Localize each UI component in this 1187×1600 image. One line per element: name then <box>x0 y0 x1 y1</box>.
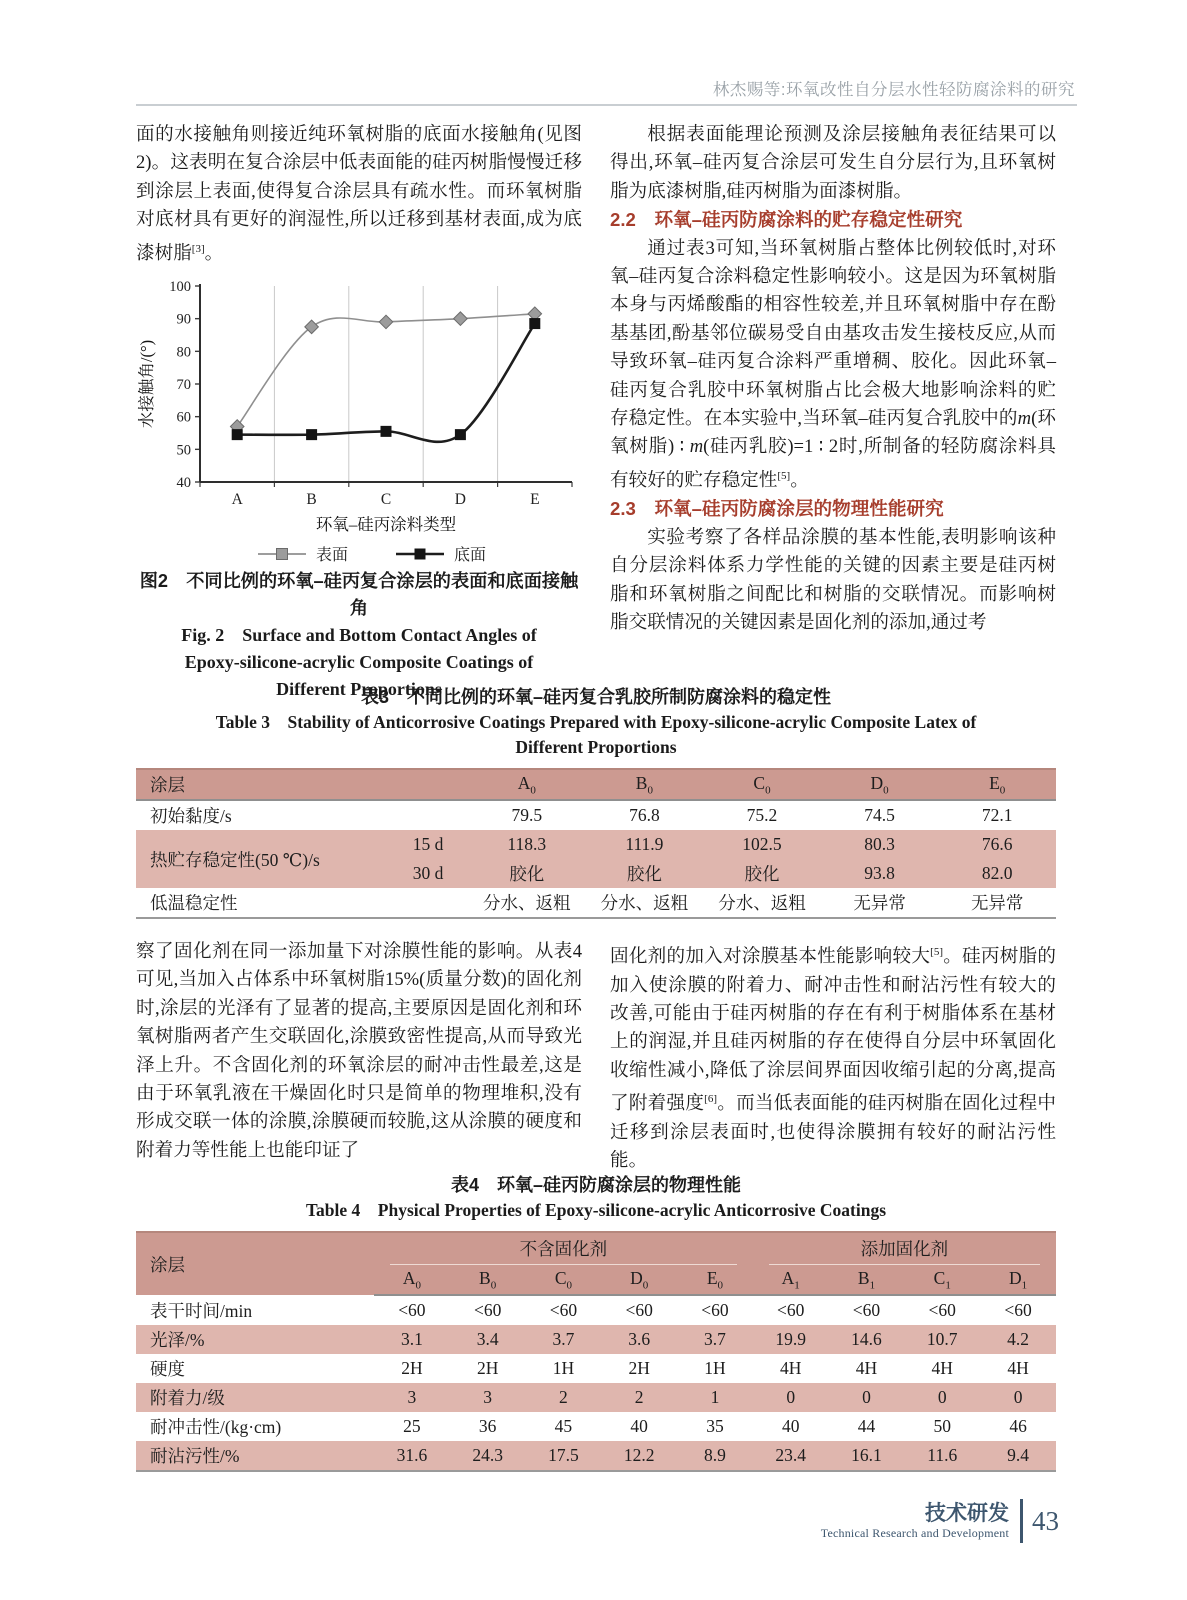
table-cell: 75.2 <box>746 805 778 825</box>
data-point-square <box>529 318 540 329</box>
table-cell: 0 <box>980 1383 1056 1412</box>
table-cell: 50 <box>933 1416 951 1436</box>
table-cell: 45 <box>554 1416 573 1436</box>
left-column <box>136 121 582 703</box>
right-column <box>610 121 1056 703</box>
table-cell: 17.5 <box>526 1441 602 1471</box>
footer-divider <box>1020 1499 1023 1543</box>
table-cell: 76.6 <box>938 830 1056 859</box>
table-cell: 93.8 <box>821 859 939 888</box>
y-tick-label: 100 <box>169 279 191 296</box>
x-axis-title: 环氧–硅丙涂料类型 <box>315 515 457 535</box>
table-cell: 76.8 <box>629 805 660 825</box>
column-subscript: 0 <box>717 1279 724 1292</box>
table-cell: 初始黏度/s <box>150 806 232 826</box>
table-cell: 46 <box>1009 1416 1027 1436</box>
column-header <box>753 1232 1056 1265</box>
page-number: 43 <box>1032 1505 1059 1536</box>
paragraph <box>136 938 582 1165</box>
table-cell: 79.5 <box>511 805 543 825</box>
table-row <box>136 1232 1056 1265</box>
footer-section <box>821 1502 1009 1541</box>
x-category-label: E <box>530 491 540 509</box>
legend-marker <box>277 549 288 560</box>
left-column <box>136 938 582 1176</box>
table4-block <box>136 1172 1056 1472</box>
column-header <box>980 1265 1056 1295</box>
table-cell: <60 <box>549 1300 578 1320</box>
column-group-label: 添加固化剂 <box>769 1236 1040 1265</box>
y-axis-title: 水接触角/(°) <box>137 340 156 429</box>
figure-caption-zh: 图2 不同比例的环氧–硅丙复合涂层的表面和底面接触角 <box>139 571 579 619</box>
data-point-square <box>306 429 317 440</box>
table-cell: 4H <box>780 1358 802 1378</box>
column-header <box>374 1265 450 1295</box>
column-letter: B <box>857 1267 870 1288</box>
table4-caption-en: Table 4 Physical Properties of Epoxy-silicone-acrylic Anticorrosive Coatings <box>305 1200 887 1220</box>
table-cell: <60 <box>625 1300 653 1320</box>
table-cell: <60 <box>398 1300 426 1320</box>
column-header: 涂层 <box>136 769 468 800</box>
column-subscript: 0 <box>490 1279 497 1292</box>
data-point-diamond <box>454 312 468 326</box>
table-cell: 12.2 <box>601 1441 677 1471</box>
table3-caption-zh: 表3 不同比例的环氧–硅丙复合乳胶所制防腐涂料的稳定性 <box>360 687 832 707</box>
table-cell: <60 <box>473 1300 502 1320</box>
table-cell: 35 <box>706 1416 724 1436</box>
table-cell: 4.2 <box>980 1325 1056 1354</box>
table-cell: <60 <box>852 1300 881 1320</box>
table-row <box>136 1325 1056 1354</box>
table-cell: 胶化 <box>586 859 704 888</box>
y-tick-label: 40 <box>176 475 191 492</box>
x-category-label: C <box>380 491 392 509</box>
column-subscript: 0 <box>765 784 771 797</box>
y-tick-label: 50 <box>176 442 191 459</box>
data-point-square <box>381 426 392 437</box>
reference-superscript: [3] <box>191 242 205 255</box>
running-head: 林杰赐等:环氧改性自分层水性轻防腐涂料的研究 <box>712 81 1075 99</box>
column-header: 涂层 <box>136 1232 374 1295</box>
data-point-square <box>455 429 466 440</box>
column-subscript: 0 <box>883 784 889 797</box>
section-heading-2-2: 2.2 环氧–硅丙防腐涂料的贮存稳定性研究 <box>610 209 963 231</box>
table-cell: 2H <box>476 1358 499 1378</box>
text-segment: 通过表3可知,当环氧树脂占整体比例较低时,对环氧–硅丙复合涂料稳定性影响较小。这是因为环氧树脂本身与丙烯酸酯的相容性较差,并且环氧树脂中存在酚基基团,酚基邻位碳易受自由基攻击发生接枝反应,从而导致环氧–硅丙复合涂料严重增稠、胶化。因此环氧–硅丙复合乳胶中环氧树脂占比会极大地影响涂料的贮存稳定性。在本实验中,当环氧–硅丙复合乳胶中的 <box>610 237 1056 430</box>
table-cell: 102.5 <box>703 830 821 859</box>
table-cell: 分水、返粗 <box>703 888 821 918</box>
column-letter: E <box>706 1267 718 1288</box>
column-letter: C <box>554 1267 567 1288</box>
paragraph <box>610 121 1056 206</box>
series-line-底面 <box>237 324 535 442</box>
table-row <box>136 800 1056 830</box>
column-header <box>703 769 821 800</box>
table-cell: 80.3 <box>821 830 939 859</box>
legend-label: 底面 <box>454 547 487 565</box>
table-cell: 表干时间/min <box>150 1300 253 1321</box>
paragraph <box>610 524 1056 638</box>
table-cell: 硬度 <box>150 1359 185 1379</box>
right-column <box>610 938 1056 1176</box>
column-letter: B <box>635 772 648 793</box>
column-header <box>526 1265 602 1295</box>
table-cell: 44 <box>857 1416 876 1436</box>
column-header <box>829 1265 905 1295</box>
table-cell: <60 <box>1004 1300 1032 1320</box>
column-header <box>938 769 1056 800</box>
text-segment: 。硅丙树脂的加入使涂膜的附着力、耐冲击性和耐沾污性有较大的改善,可能由于硅丙树脂的存在有利于树脂体系在基材上的润湿,并且硅丙树脂的存在使得自分层中环氧固化收缩性减小,降低了涂层间界面因收缩引起的分离,提高了附着强度 <box>610 946 1056 1115</box>
table-cell: 3 <box>374 1383 450 1412</box>
paragraph <box>610 938 1056 1176</box>
table-cell: 19.9 <box>753 1325 829 1354</box>
mid-section <box>136 938 1056 1176</box>
table-cell: 3.4 <box>450 1325 526 1354</box>
table-cell: 3 <box>450 1383 526 1412</box>
paragraph <box>610 235 1056 496</box>
table-cell: 2 <box>601 1383 677 1412</box>
table3-caption-en: Table 3 Stability of Anticorrosive Coatings Prepared with Epoxy-silicone-acrylic Composite Latex of Different Proportions <box>215 712 977 757</box>
table-cell: 3.6 <box>601 1325 677 1354</box>
table4-caption-zh: 表4 环氧–硅丙防腐涂层的物理性能 <box>450 1175 742 1195</box>
legend-label: 表面 <box>316 547 349 565</box>
table-cell: 4H <box>855 1358 878 1378</box>
x-category-label: A <box>231 491 243 509</box>
text-segment: 实验考察了各样品涂膜的基本性能,表明影响该种自分层涂料体系力学性能的关键的因素主要是硅丙树脂和环氧树脂之间配比和树脂的交联情况。而影响树脂交联情况的关键因素是固化剂的添加,通过考 <box>610 526 1056 634</box>
figure-caption-en-2: Epoxy-silicone-acrylic Composite Coatings of <box>184 652 534 673</box>
table-cell: 耐沾污性/% <box>136 1441 374 1471</box>
table-cell: 1 <box>677 1383 753 1412</box>
footer-section-en: Technical Research and Development <box>820 1525 1009 1540</box>
table-cell: 25 <box>403 1416 421 1436</box>
column-header <box>821 769 939 800</box>
x-category-label: D <box>454 491 467 509</box>
column-subscript: 1 <box>1021 1279 1028 1292</box>
column-letter: D <box>870 772 884 793</box>
table-row <box>136 1412 1056 1441</box>
table-cell: 1H <box>704 1358 726 1378</box>
column-header <box>904 1265 980 1295</box>
table3 <box>136 768 1056 919</box>
column-letter: A <box>517 772 531 793</box>
x-category-label: B <box>306 491 317 509</box>
table-cell: 3.7 <box>677 1325 753 1354</box>
column-header <box>753 1265 829 1295</box>
table-cell: 0 <box>753 1383 829 1412</box>
text-segment: 固化剂的加入对涂膜基本性能影响较大 <box>610 946 931 968</box>
table-cell: 72.1 <box>981 805 1013 825</box>
table-cell: 0 <box>904 1383 980 1412</box>
reference-superscript: [5] <box>930 946 943 958</box>
line-chart-svg <box>136 278 582 564</box>
column-header <box>468 769 586 800</box>
table-cell: 82.0 <box>938 859 1056 888</box>
table-cell: 74.5 <box>864 805 895 825</box>
table-cell: 热贮存稳定性(50 ℃)/s <box>136 830 388 888</box>
top-section <box>136 121 1056 703</box>
column-header <box>601 1265 677 1295</box>
text-segment: 。 <box>204 242 224 264</box>
table-cell: 24.3 <box>450 1441 526 1471</box>
column-header <box>450 1265 526 1295</box>
y-tick-label: 80 <box>176 344 191 361</box>
table-cell: 0 <box>829 1383 905 1412</box>
table-cell: 14.6 <box>829 1325 905 1354</box>
table-cell: 耐冲击性/(kg·cm) <box>150 1417 282 1437</box>
column-group-label: 不含固化剂 <box>390 1236 737 1265</box>
page-footer <box>821 1499 1059 1543</box>
text-segment: 根据表面能理论预测及涂层接触角表征结果可以得出,环氧–硅丙复合涂层可发生自分层行为,且环氧树脂为底漆树脂,硅丙树脂为面漆树脂。 <box>610 124 1056 202</box>
text-segment: m <box>1017 408 1032 430</box>
text-segment: (环氧树脂) ∶ <box>610 408 1056 458</box>
table-cell: 胶化 <box>703 859 821 888</box>
table-cell: 40 <box>630 1416 648 1436</box>
column-letter: A <box>402 1267 416 1288</box>
table4 <box>136 1231 1056 1472</box>
column-header <box>586 769 704 800</box>
reference-superscript: [6] <box>704 1093 717 1106</box>
table-cell: 31.6 <box>374 1441 450 1471</box>
table-cell: 低温稳定性 <box>136 888 468 918</box>
table-cell: 9.4 <box>980 1441 1056 1471</box>
series-line-表面 <box>237 314 535 427</box>
table-cell: 30 d <box>388 859 468 888</box>
column-subscript: 0 <box>647 784 653 797</box>
column-subscript: 1 <box>794 1279 800 1292</box>
table-cell: 36 <box>478 1416 497 1436</box>
data-point-diamond <box>379 315 393 329</box>
column-subscript: 1 <box>945 1279 951 1292</box>
column-letter: D <box>1008 1267 1022 1288</box>
table-cell: 无异常 <box>938 888 1056 918</box>
table-cell: 分水、返粗 <box>468 888 586 918</box>
column-letter: E <box>989 772 1000 793</box>
data-point-square <box>232 429 243 440</box>
column-subscript: 0 <box>566 1279 572 1292</box>
column-letter: C <box>933 1267 946 1288</box>
table-row <box>136 830 1056 859</box>
column-subscript: 0 <box>415 1279 421 1292</box>
footer-section-zh: 技术研发 <box>925 1501 1009 1525</box>
table-cell: 4H <box>1007 1358 1029 1378</box>
table-cell: <60 <box>928 1300 956 1320</box>
table-row <box>136 769 1056 800</box>
text-segment: 。而当低表面能的硅丙树脂在固化过程中迁移到涂层表面时,也使得涂膜拥有较好的耐沾污性能。 <box>610 1093 1056 1172</box>
header-rule <box>136 104 1077 106</box>
column-letter: D <box>630 1267 643 1288</box>
table-row <box>136 1441 1056 1471</box>
column-subscript: 0 <box>530 784 536 797</box>
text-segment: m <box>689 436 704 458</box>
section-heading-2-3: 2.3 环氧–硅丙防腐涂层的物理性能研究 <box>610 498 944 520</box>
table-row <box>136 888 1056 918</box>
table-row <box>136 1354 1056 1383</box>
column-letter: C <box>753 772 766 793</box>
contact-angle-chart <box>136 278 582 564</box>
table-cell: <60 <box>777 1300 805 1320</box>
table-cell: 附着力/级 <box>136 1383 374 1412</box>
table-cell: 23.4 <box>753 1441 829 1471</box>
table-cell: 2H <box>628 1358 650 1378</box>
column-letter: B <box>479 1267 491 1288</box>
legend-marker <box>415 549 426 560</box>
paragraph <box>136 121 582 268</box>
figure-caption-en-1: Fig. 2 Surface and Bottom Contact Angles of <box>181 625 537 646</box>
column-header <box>374 1232 753 1265</box>
column-subscript: 0 <box>999 784 1006 797</box>
table-cell: 3.7 <box>526 1325 602 1354</box>
table-cell: 10.7 <box>904 1325 980 1354</box>
y-tick-label: 90 <box>176 311 191 328</box>
table-cell: 分水、返粗 <box>586 888 704 918</box>
table-cell: 2H <box>401 1358 423 1378</box>
table-row <box>136 1295 1056 1325</box>
column-subscript: 1 <box>869 1279 876 1292</box>
text-segment: 。 <box>790 470 809 492</box>
column-header <box>677 1265 753 1295</box>
table-cell: 111.9 <box>586 830 704 859</box>
table-cell: 2 <box>526 1383 602 1412</box>
table-cell: 1H <box>552 1358 575 1378</box>
column-letter: A <box>781 1267 795 1288</box>
y-tick-label: 60 <box>176 409 191 426</box>
table-cell: 11.6 <box>904 1441 980 1471</box>
y-tick-label: 70 <box>176 377 191 394</box>
table-cell: 光泽/% <box>136 1325 374 1354</box>
table-cell: 8.9 <box>677 1441 753 1471</box>
table-cell: 118.3 <box>468 830 586 859</box>
table-cell: 40 <box>781 1416 800 1436</box>
text-segment: 面的水接触角则接近纯环氧树脂的底面水接触角(见图2)。这表明在复合涂层中低表面能的硅丙树脂慢慢迁移到涂层上表面,使得复合涂层具有疏水性。而环氧树脂对底材具有更好的润湿性,所以迁移到基材表面,成为底漆树脂 <box>136 124 582 264</box>
table-cell: <60 <box>701 1300 729 1320</box>
text-segment: 察了固化剂在同一添加量下对涂膜性能的影响。从表4可见,当加入占体系中环氧树脂15%(质量分数)的固化剂时,涂层的光泽有了显著的提高,主要原因是固化剂和环氧树脂两者产生交联固化,涂膜致密性提高,从而导致光泽上升。不含固化剂的环氧涂层的耐冲击性最差,这是由于环氧乳液在干燥固化时只是简单的物理堆积,没有形成交联一体的涂膜,涂膜硬而较脆,这从涂膜的硬度和附着力等性能上也能印证了 <box>136 941 582 1161</box>
table-cell: 4H <box>931 1358 953 1378</box>
table-cell: 16.1 <box>829 1441 905 1471</box>
table-cell: 3.1 <box>374 1325 450 1354</box>
text-segment: (硅丙乳胶)=1 ∶ 2时,所制备的轻防腐涂料具有较好的贮存稳定性 <box>610 436 1057 492</box>
reference-superscript: [5] <box>777 469 791 482</box>
figure-caption-en-3: Different Proportions <box>276 679 442 700</box>
table-cell: 15 d <box>388 830 468 859</box>
column-subscript: 0 <box>642 1279 649 1292</box>
table-row <box>136 1383 1056 1412</box>
table3-block <box>136 684 1056 919</box>
table-cell: 胶化 <box>468 859 586 888</box>
table-cell: 无异常 <box>821 888 939 918</box>
